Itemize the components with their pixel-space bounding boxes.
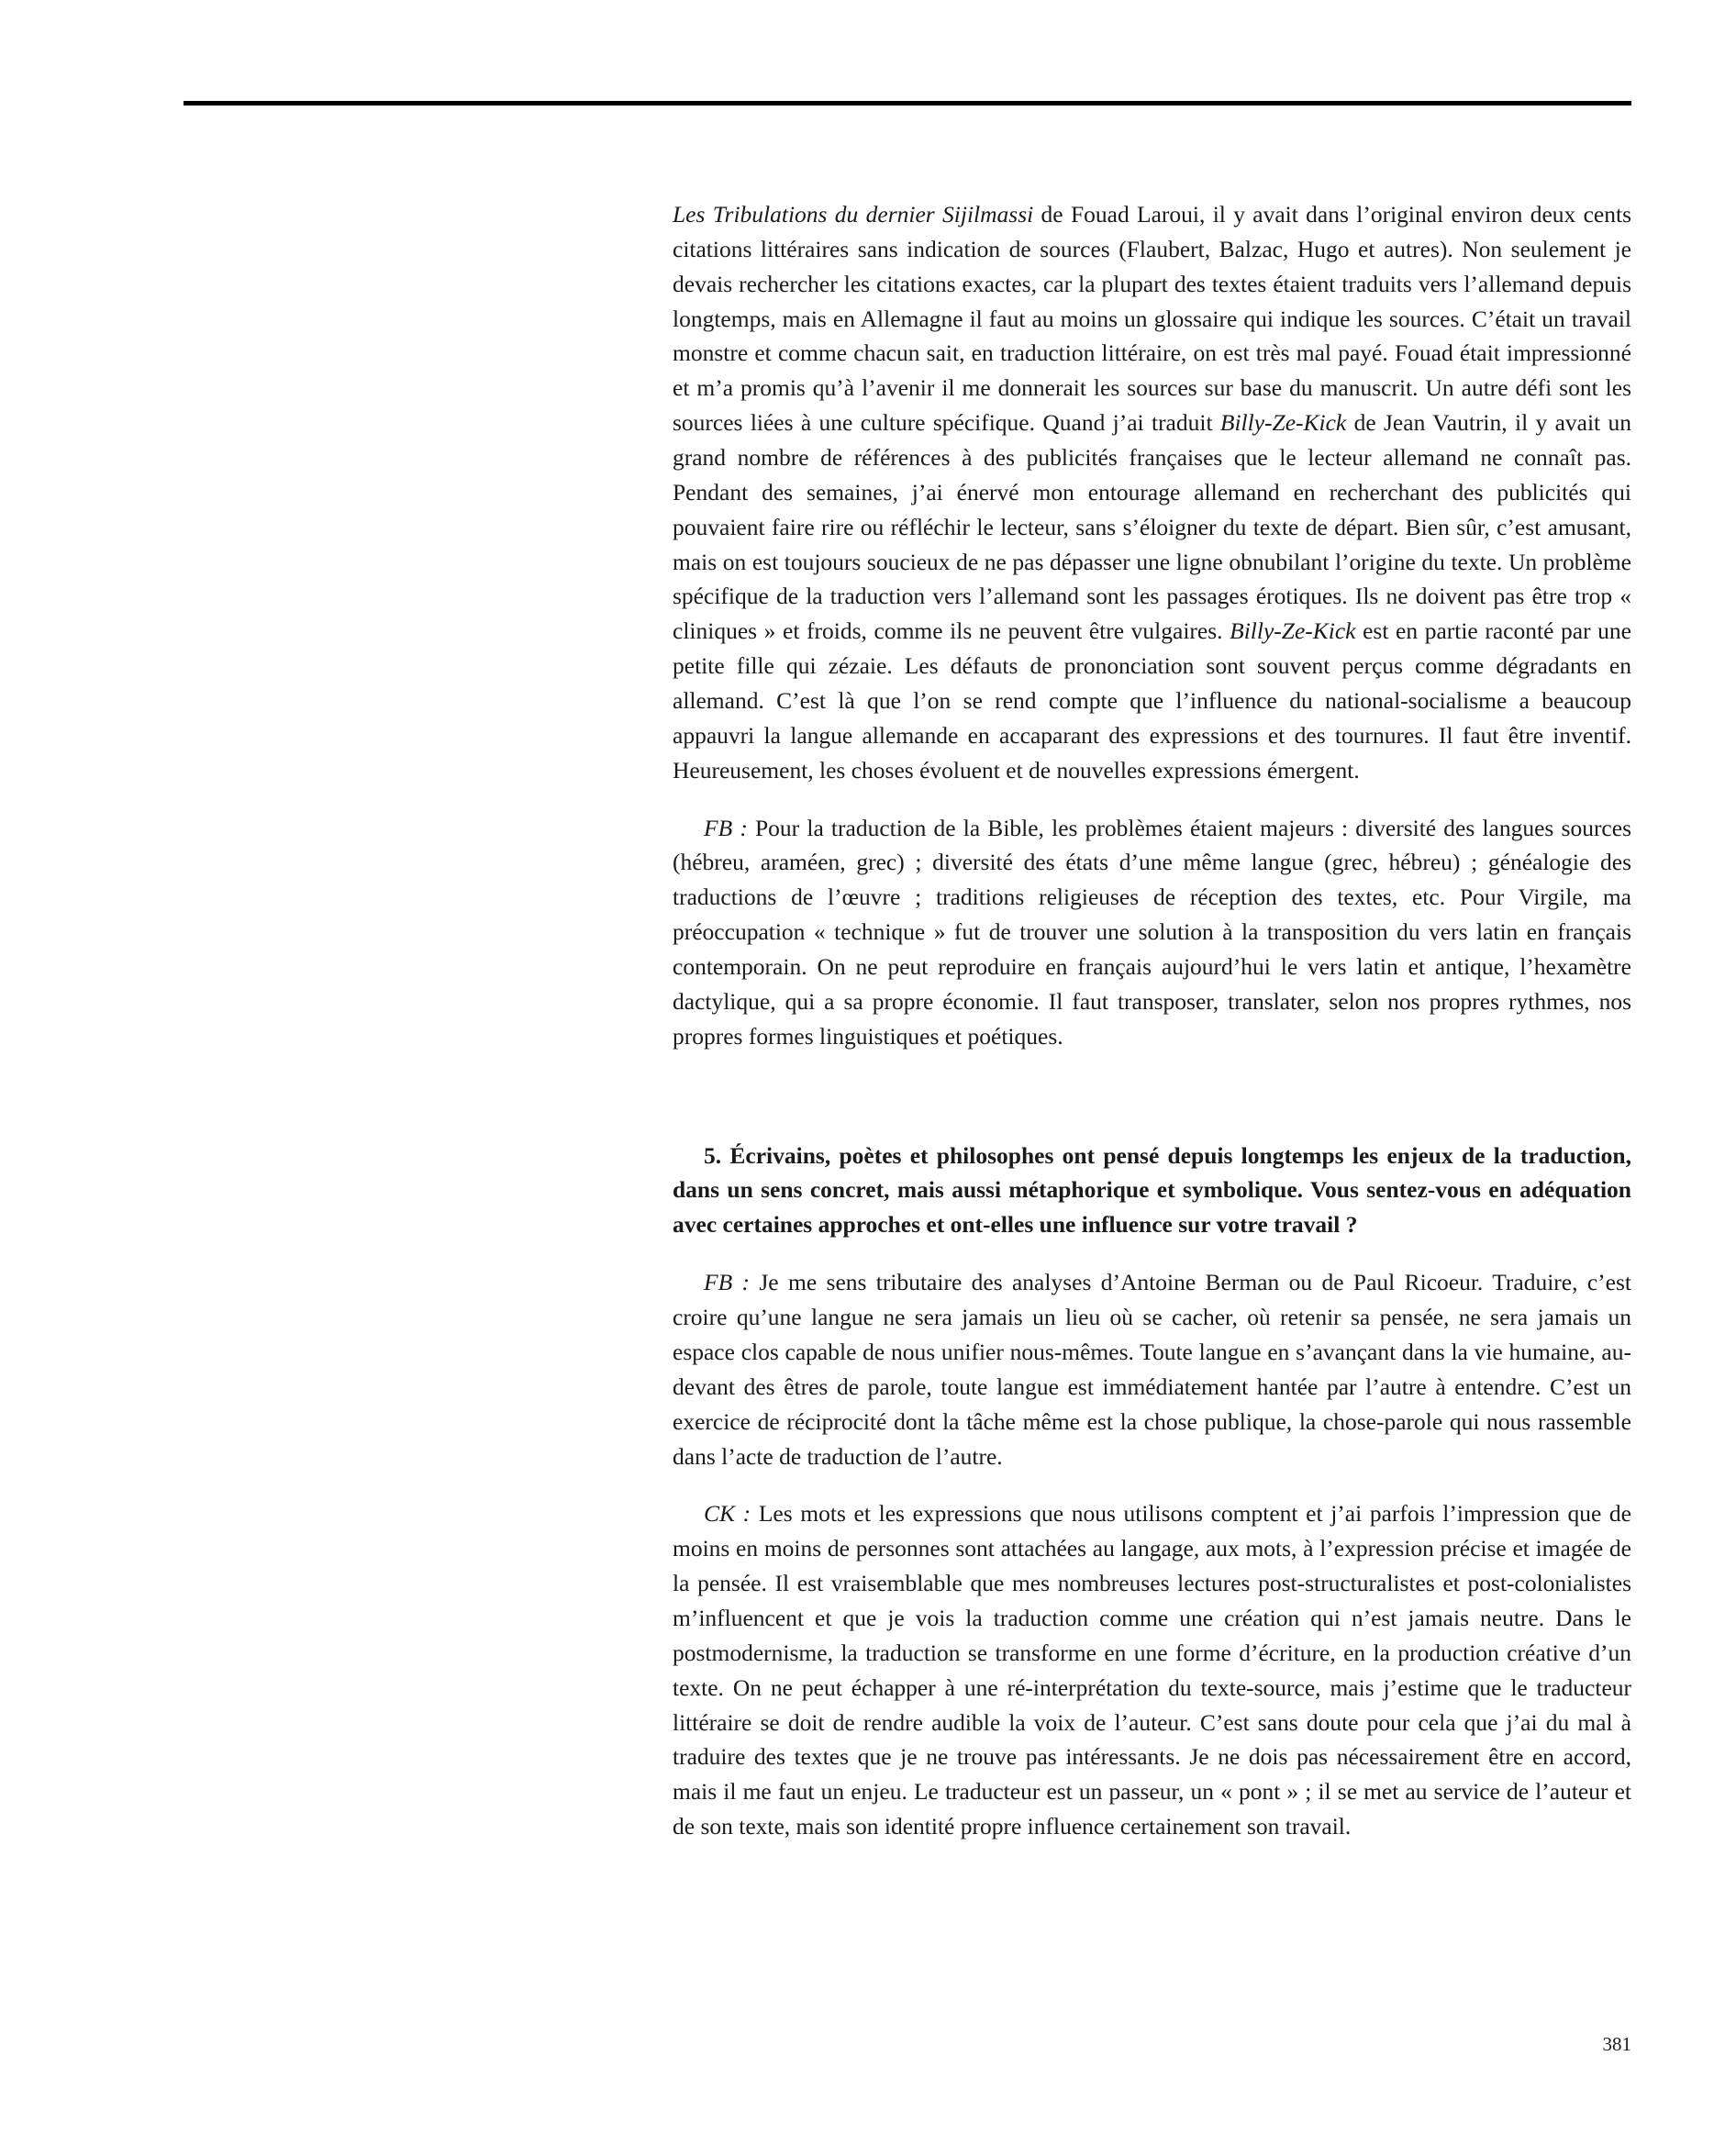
speaker-label-fb-1: FB : xyxy=(704,814,748,841)
speaker-label-fb-2: FB : xyxy=(704,1269,751,1296)
paragraph-intro-text-2: de Jean Vautrin, il y avait un grand nombre de références à des publicités françaises que le lecteur allemand ne connaît pas. Pendant des semaines, j’ai énervé mon entourage allemand en recherchant des publicités qui pouvaient faire rire ou réfléchir le lecteur, sans s’éloigner du texte de départ. Bien sûr, c’est amusant, mais on est toujours soucieux de ne pas dépasser une ligne obnubilant l’origine du texte. Un problème spécifique de la traduction vers l’allemand sont les passages érotiques. Ils ne doivent pas être trop « cliniques » et froids, comme ils ne peuvent être vulgaires. xyxy=(673,409,1631,645)
paragraph-intro xyxy=(673,197,1631,788)
answer-fb xyxy=(673,1265,1631,1473)
paragraph-intro-text-3: est en partie raconté par une petite fille qui zézaie. Les défauts de prononciation sont souvent perçus comme dégradants en allemand. C’est là que l’on se rend compte que l’influence du national-socialisme a beaucoup appauvri la langue allemande en accaparant des expressions et des tournures. Il faut être inventif. Heureusement, les choses évoluent et de nouvelles expressions émergent. xyxy=(673,617,1631,783)
paragraph-fb-bible-text: Pour la traduction de la Bible, les problèmes étaient majeurs : diversité des langues sources (hébreu, araméen, grec) ; diversité des états d’une même langue (grec, hébreu) ; généalogie des traductions de l’œuvre ; traditions religieuses de réception des textes, etc. Pour Virgile, ma préoccupation « technique » fut de trouver une solution à la transposition du vers latin en français contemporain. On ne peut reproduire en français aujourd’hui le vers latin et antique, l’hexamètre dactylique, qui a sa propre économie. Il faut transposer, translater, selon nos propres rythmes, nos propres formes linguistiques et poétiques. xyxy=(673,814,1631,1050)
book-title-billy-ze-kick-2: Billy-Ze-Kick xyxy=(1230,617,1356,645)
answer-fb-text: Je me sens tributaire des analyses d’Antoine Berman ou de Paul Ricoeur. Traduire, c’est croire qu’une langue ne sera jamais un lieu où se cacher, où retenir sa pensée, ne sera jamais un espace clos capable de nous unifier nous-mêmes. Toute langue en s’avançant dans la vie humaine, au-devant des êtres de parole, toute langue est immédiatement hantée par l’autre à entendre. C’est un exercice de réciprocité dont la tâche même est la chose publique, la chose-parole qui nous rassemble dans l’acte de traduction de l’autre. xyxy=(673,1269,1631,1470)
header-rule xyxy=(184,101,1631,106)
answer-ck xyxy=(673,1496,1631,1844)
paragraph-fb-bible xyxy=(673,811,1631,1054)
book-title-sijilmassi: Les Tribulations du dernier Sijilmassi xyxy=(673,201,1034,228)
text-column xyxy=(673,197,1631,1844)
book-title-billy-ze-kick-1: Billy-Ze-Kick xyxy=(1219,409,1347,437)
paragraph-intro-text-1: de Fouad Laroui, il y avait dans l’original environ deux cents citations littéraires sans indication de sources (Flaubert, Balzac, Hugo et autres). Non seulement je devais rechercher les citations exactes, car la plupart des textes étaient traduits vers l’allemand depuis longtemps, mais en Allemagne il faut au moins un glossaire qui indique les sources. C’était un travail monstre et comme chacun sait, en traduction littéraire, on est très mal payé. Fouad était impressionné et m’a promis qu’à l’avenir il me donnerait les sources sur base du manuscrit. Un autre défi sont les sources liées à une culture spécifique. Quand j’ai traduit xyxy=(673,201,1631,437)
page-number: 381 xyxy=(1602,2033,1631,2055)
question-heading-5: 5. Écrivains, poètes et philosophes ont pensé depuis longtemps les enjeux de la traduction, dans un sens concret, mais aussi métaphorique et symbolique. Vous sentez-vous en adéquation avec certaines approches et ont-elles une influence sur votre travail ? xyxy=(673,1141,1631,1239)
answer-ck-text: Les mots et les expressions que nous utilisons comptent et j’ai parfois l’impression que de moins en moins de personnes sont attachées au langage, aux mots, à l’expression précise et imagée de la pensée. Il est vraisemblable que mes nombreuses lectures post-structuralistes et post-colonialistes m’influencent et que je vois la traduction comme une création qui n’est jamais neutre. Dans le postmodernisme, la traduction se transforme en une forme d’écriture, en la production créative d’un texte. On ne peut échapper à une ré-interprétation du texte-source, mais j’estime que le traducteur littéraire se doit de rendre audible la voix de l’auteur. C’est sans doute pour cela que j’ai du mal à traduire des textes que je ne trouve pas intéressants. Je ne dois pas nécessairement être en accord, mais il me faut un enjeu. Le traducteur est un passeur, un « pont » ; il se met au service de l’auteur et de son texte, mais son identité propre influence certainement son travail. xyxy=(673,1500,1631,1840)
speaker-label-ck: CK : xyxy=(704,1500,751,1528)
